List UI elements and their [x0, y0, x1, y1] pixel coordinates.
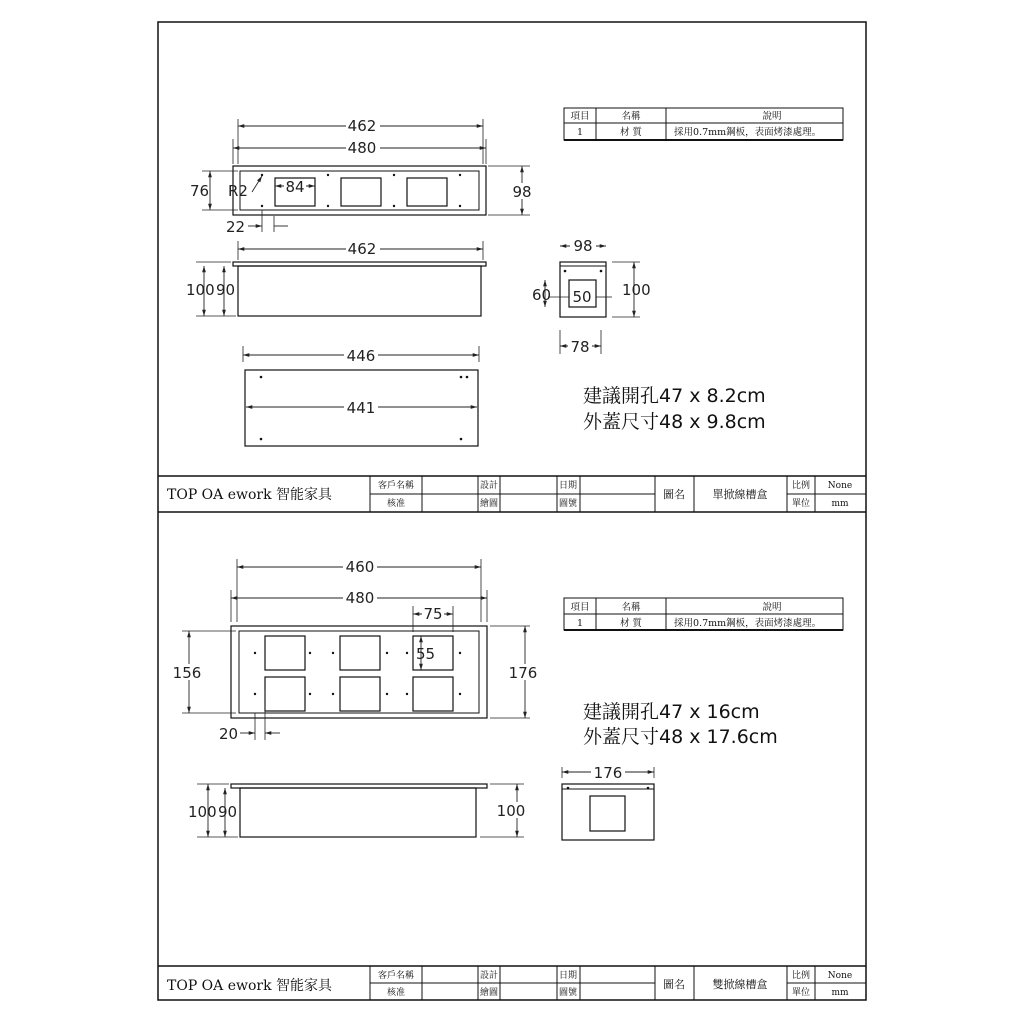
drawing-name-label: 圖名	[663, 488, 685, 501]
opening	[340, 677, 380, 711]
dim-end-60: 60	[532, 286, 552, 304]
unit-label: 單位	[791, 499, 811, 509]
top-view	[172, 558, 540, 743]
end-view	[532, 237, 651, 356]
date-label: 日期	[558, 971, 578, 981]
design-label: 設計	[479, 481, 499, 491]
dim-side-100: 100	[188, 803, 217, 821]
parts-table	[564, 598, 843, 630]
approve-label: 核准	[386, 499, 406, 509]
opening	[265, 677, 305, 711]
dim-top-480: 480	[347, 139, 377, 157]
dim-top-98: 98	[512, 183, 532, 201]
dim-top-480: 480	[345, 589, 375, 607]
opening	[340, 636, 380, 670]
dim-opening-84: 84	[285, 178, 305, 196]
dim-side-100: 100	[186, 281, 215, 299]
title-block	[158, 966, 866, 1000]
dim-opening-75: 75	[423, 605, 443, 623]
parts-table	[564, 108, 843, 140]
dim-156: 156	[172, 664, 202, 682]
unit-label: 單位	[791, 988, 811, 998]
dim-side-90: 90	[216, 281, 236, 299]
drawing-name: 單掀線槽盒	[712, 488, 768, 501]
dim-top-76: 76	[190, 182, 210, 200]
table-header-item: 項目	[570, 602, 590, 613]
dim-side-462: 462	[347, 240, 377, 258]
dim-top-462: 462	[347, 117, 377, 135]
scale-value: None	[827, 481, 853, 491]
scale-label: 比例	[791, 481, 811, 491]
note-opening: 建議開孔47 x 8.2cm	[583, 385, 766, 407]
table-cell-desc: 採用0.7mm鋼板，表面烤漆處理。	[674, 127, 822, 138]
side-view	[186, 240, 486, 316]
dim-end-176: 176	[593, 764, 623, 782]
unit-value: mm	[831, 499, 849, 509]
table-cell-item: 1	[576, 618, 584, 629]
opening	[407, 178, 447, 206]
dim-opening-55: 55	[416, 645, 436, 663]
table-header-desc: 說明	[762, 111, 782, 122]
dim-176: 176	[508, 664, 538, 682]
dim-edge-22: 22	[226, 218, 246, 236]
note-cover-size: 外蓋尺寸48 x 9.8cm	[583, 411, 766, 433]
opening	[413, 677, 453, 711]
dim-cover-446: 446	[346, 347, 376, 365]
drawing-no-label: 圖號	[558, 499, 578, 509]
draw-label: 繪圖	[479, 499, 499, 509]
drawing-name: 雙掀線槽盒	[712, 978, 768, 991]
note-opening: 建議開孔47 x 16cm	[583, 701, 760, 723]
dim-top-460: 460	[345, 558, 375, 576]
scale-label: 比例	[791, 971, 811, 981]
drawing-no-label: 圖號	[558, 988, 578, 998]
scale-value: None	[827, 971, 853, 981]
table-header-desc: 說明	[762, 602, 782, 613]
date-label: 日期	[558, 481, 578, 491]
side-view	[188, 784, 525, 837]
dim-radius: R2	[228, 182, 248, 200]
table-cell-name: 材 質	[619, 127, 643, 138]
drawing-name-label: 圖名	[663, 978, 685, 991]
dim-end-50: 50	[572, 288, 592, 306]
table-cell-desc: 採用0.7mm鋼板，表面烤漆處理。	[674, 618, 822, 629]
end-view	[562, 764, 654, 840]
table-header-name: 名稱	[621, 602, 641, 613]
opening	[265, 636, 305, 670]
dim-side-90: 90	[218, 803, 238, 821]
dim-edge-20: 20	[219, 725, 239, 743]
sheet-single	[158, 108, 866, 512]
dim-side-100-right: 100	[496, 802, 526, 820]
unit-value: mm	[831, 988, 849, 998]
design-label: 設計	[479, 971, 499, 981]
top-view	[190, 117, 534, 236]
dim-end-78: 78	[570, 338, 590, 356]
table-header-name: 名稱	[621, 111, 641, 122]
sheet-double	[158, 558, 866, 1000]
brand-label: TOP OA ework 智能家具	[167, 487, 333, 503]
title-block	[158, 476, 866, 512]
table-cell-name: 材 質	[619, 618, 643, 629]
customer-label: 客戶名稱	[377, 481, 415, 491]
table-header-item: 項目	[570, 111, 590, 122]
brand-label: TOP OA ework 智能家具	[167, 978, 333, 994]
dim-end-98: 98	[573, 237, 593, 255]
table-cell-item: 1	[576, 127, 584, 138]
draw-label: 繪圖	[479, 988, 499, 998]
customer-label: 客戶名稱	[377, 971, 415, 981]
opening	[341, 178, 381, 206]
dim-cover-441: 441	[346, 399, 376, 417]
dim-end-100: 100	[622, 281, 651, 299]
sheet-frame	[158, 22, 866, 1000]
note-cover-size: 外蓋尺寸48 x 17.6cm	[583, 726, 778, 748]
cover-view	[243, 346, 479, 446]
approve-label: 核准	[386, 988, 406, 998]
